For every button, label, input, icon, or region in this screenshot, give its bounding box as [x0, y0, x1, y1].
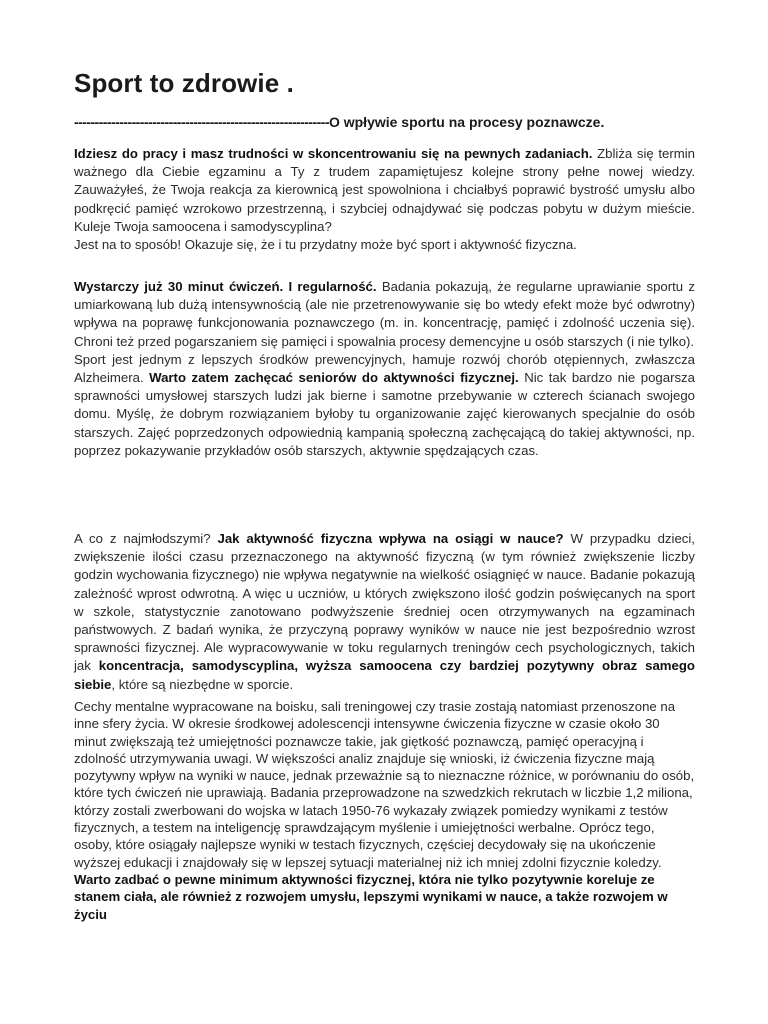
paragraph-4-bold-2: koncentracja, samodyscyplina, wyższa samoocena czy bardziej pozytywny obraz samego siebie — [74, 658, 695, 692]
subtitle-text: O wpływie sportu na procesy poznawcze. — [328, 114, 605, 130]
paragraph-2-main — [74, 278, 695, 351]
paragraph-4-bold-1: Jak aktywność fizyczna wpływa na osiągi w nauce? — [217, 531, 564, 546]
paragraph-1-bold: Idziesz do pracy i masz trudności w skoncentrowaniu się na pewnych zadaniach. — [74, 146, 593, 161]
paragraph-1-text: Zbliża się termin ważnego dla Ciebie egzaminu a Ty z trudem zapamiętujesz kolejne strony pełne nowej wiedzy. Zauważyłeś, że Twoja reakcja za kierownicą jest spowolniona i chciałbyś poprawić bystrość umysłu albo podkręcić pamięć wzrokowo przestrzenną, i szybciej odnajdywać się podczas pobytu w dużym mieście. Kuleje Twoja samoocena i samodyscyplina? — [74, 146, 695, 234]
paragraph-4 — [74, 530, 695, 694]
paragraph-5-text: Cechy mentalne wypracowane na boisku, sali treningowej czy trasie zostają natomiast przenoszone na inne sfery życia. W okresie środkowej adolescencji intensywne ćwiczenia fizyczne w czasie około 30 minut zwiększają też umiejętności poznawcze takie, jak giętkość poznawczą, pamięć operacyjną i zdolność utrzymywania uwagi. W większości analiz znajduje się wnioski, iż ćwiczenia fizyczne mają pozytywny wpływ na wyniki w nauce, jednak przeważnie są to nieznaczne różnice, w porównaniu do osób, które tych ćwiczeń nie uprawiają. Badania przeprowadzone na szwedzkich rekrutach w liczbie 1,2 miliona, którzy zostali zwerbowani do wojska w latach 1950-76 wykazały związek pomiedzy wynikami z testów fizycznych, a testem na inteligencję sprawdzającym myślenie i umiejętności werbalne. Oprócz tego, osoby, które osiągały najlepsze wyniki w testach fizycznych, częściej decydowały się na ukończenie wyższej edukacji i znajdowały się w lepszej sytuacji materialnej niż ich mniej zdolni fizycznie koledzy. — [74, 699, 695, 870]
paragraph-3-bold: Warto zatem zachęcać seniorów do aktywności fizycznej. — [149, 370, 519, 386]
page-title: Sport to zdrowie . — [74, 68, 294, 98]
paragraph-1 — [74, 145, 695, 254]
paragraph-5-bold: Warto zadbać o pewne minimum aktywności fizycznej, która nie tylko pozytywnie koreluje ze stanem ciała, ale również z rozwojem umysłu, lepszymi wynikami w nauce, a także rozwojem w życiu — [74, 871, 668, 922]
paragraph-4-main — [74, 530, 695, 694]
paragraph-3-text-1: Sport jest jednym z lepszych środków prewencyjnych, hamuje rozwój chorób otępiennych, zwłaszcza Alzheimera. — [74, 351, 695, 386]
paragraph-4-text-3: , które są niezbędne w sporcie. — [111, 676, 294, 692]
paragraph-2-bold: Wystarczy już 30 minut ćwiczeń. I regularność. — [74, 279, 377, 294]
paragraph-2-text: Badania pokazują, że regularne uprawianie sportu z umiarkowaną lub dużą intensywnością (ale nie przetrenowywanie się bo wtedy efekt może być odwrotny) wpływa na poprawę funkcjonowania poznawczego (m. in. koncentrację, pamięć i zdolność uczenia się). Chroni też przed pogarszaniem się pamięci i spowalnia procesy demencyjne u osób starszych (i nie tylko). — [74, 279, 695, 349]
paragraph-3-text-2: Nic tak bardzo nie pogarsza sprawności umysłowej starszych ludzi jak bierne i samotne przebywanie w czterech ścianach swojego domu. Myślę, że dobrym rozwiązaniem byłoby tu organizowanie zajęć kierowanych specjalnie do osób starszych. Zajęć poprzedzonych odpowiednią kampanią społeczną zachęcającą do takiej aktywności, np. poprzez pokazywanie przykładów osób starszych, aktywnie spędzających czas. — [74, 370, 695, 458]
paragraph-4-text-1: A co z najmłodszymi? — [74, 531, 218, 546]
subtitle-dashes: -------------------------------------------------------------- — [74, 114, 329, 130]
paragraph-5-main — [74, 698, 695, 923]
paragraph-1-line2: Jest na to sposób! Okazuje się, że i tu przydatny może być sport i aktywność fizyczna. — [74, 237, 577, 253]
paragraph-3 — [74, 351, 695, 460]
page-subtitle — [74, 114, 604, 130]
paragraph-2 — [74, 278, 695, 460]
paragraph-5 — [74, 698, 695, 923]
paragraph-1-main — [74, 145, 695, 236]
paragraph-4-text-2: W przypadku dzieci, zwiększenie ilości czasu przeznaczonego na aktywność fizyczną (w tym również zwiększenie liczby godzin wychowania fizycznego) nie wpływa negatywnie na wielkość osiągnięć w nauce. Badanie pokazują zależność wprost odwrotną. A więc u uczniów, u których zwiększono ilość godzin poświęcanych na sport w szkole, statystycznie zanotowano podwyższenie średniej ocen otrzymywanych na egzaminach państwowych. Z badań wynika, że przyczyną poprawy wyników w nauce nie jest bezpośrednio wzrost sprawności fizycznej. Ale wypracowywanie w toku regularnych treningów cech psychologicznych, takich jak — [74, 531, 695, 674]
